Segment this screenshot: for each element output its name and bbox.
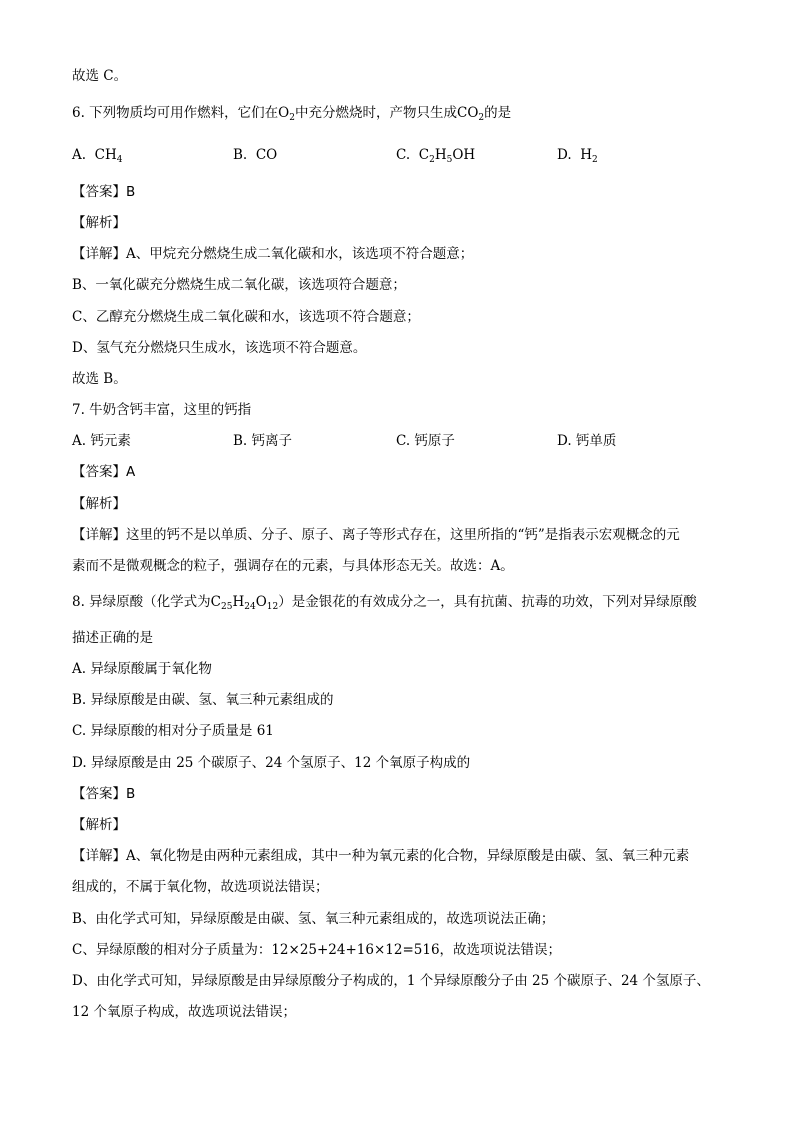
q8-option-c: C. 异绿原酸的相对分子质量是 61 xyxy=(72,723,274,739)
q7-option-c: C. 钙原子 xyxy=(396,433,455,449)
formula-co2: $CO_2$ xyxy=(456,105,485,123)
q6-text-suffix: 的是 xyxy=(484,105,512,121)
question-7-stem: 7. 牛奶含钙丰富，这里的钙指 xyxy=(72,402,252,418)
q6-answer: 【答案】B xyxy=(72,184,136,200)
q8-analysis-heading: 【解析】 xyxy=(72,817,126,833)
q8-option-b: B. 异绿原酸是由碳、氢、氧三种元素组成的 xyxy=(72,692,334,708)
question-6-stem xyxy=(72,103,511,123)
q6-analysis-heading: 【解析】 xyxy=(72,215,126,231)
q8-detail-1: 【详解】A、氧化物是由两种元素组成，其中一种为氧元素的化合物，异绿原酸是由碳、氢、氧三种元素 xyxy=(72,848,690,864)
formula-c25h24o12: $C_{25}H_{24}O_{12}$ xyxy=(210,594,279,612)
q7-analysis-heading: 【解析】 xyxy=(72,496,126,512)
conclusion-line-prev: 故选 C。 xyxy=(72,68,128,84)
q8-option-a: A. 异绿原酸属于氧化物 xyxy=(72,661,212,677)
q7-detail-2: 素而不是微观概念的粒子，强调存在的元素，与具体形态无关。故选：A。 xyxy=(72,558,514,574)
q8-detail-5: D、由化学式可知，异绿原酸是由异绿原酸分子构成的，1 个异绿原酸分子由 25 个碳原子、24 个氢原子、 xyxy=(72,973,710,989)
q8-detail-6: 12 个氧原子构成，故选项说法错误； xyxy=(72,1004,296,1020)
q6-detail-4: D、氢气充分燃烧只生成水，该选项不符合题意。 xyxy=(72,340,367,356)
q7-answer: 【答案】A xyxy=(72,464,136,480)
q7-option-d: D. 钙单质 xyxy=(557,433,617,449)
q8-detail-2: 组成的，不属于氧化物，故选项说法错误； xyxy=(72,879,329,895)
formula-o2: $O_2$ xyxy=(278,105,295,123)
q6-option-c: C. $C_2H_5OH$ xyxy=(396,147,476,165)
q6-text-mid: 中充分燃烧时，产物只生成 xyxy=(294,105,457,121)
q6-text-prefix: 6. 下列物质均可用作燃料，它们在 xyxy=(72,105,279,121)
q6-option-a: A. $CH_4$ xyxy=(72,147,123,165)
q7-option-a: A. 钙元素 xyxy=(72,433,131,449)
q6-option-b: B. CO xyxy=(233,147,278,163)
q8-answer: 【答案】B xyxy=(72,786,136,802)
q6-detail-3: C、乙醇充分燃烧生成二氧化碳和水，该选项不符合题意； xyxy=(72,309,420,325)
q8-detail-3: B、由化学式可知，异绿原酸是由碳、氢、氧三种元素组成的，故选项说法正确； xyxy=(72,911,555,927)
question-8-stem-line2: 描述正确的是 xyxy=(72,630,153,646)
q8-option-d: D. 异绿原酸是由 25 个碳原子、24 个氢原子、12 个氧原子构成的 xyxy=(72,755,471,771)
q6-conclusion: 故选 B。 xyxy=(72,371,127,387)
q6-detail-1: 【详解】A、甲烷充分燃烧生成二氧化碳和水，该选项不符合题意； xyxy=(72,246,474,262)
q7-detail-1: 【详解】这里的钙不是以单质、分子、原子、离子等形式存在，这里所指的“钙”是指表示宏观概念的元 xyxy=(72,527,680,543)
q8-detail-4: C、异绿原酸的相对分子质量为：12×25+24+16×12=516，故选项说法错误； xyxy=(72,942,562,958)
question-8-stem: 8. 异绿原酸（化学式为$C_{25}H_{24}O_{12}$）是金银花的有效成分之一，具有抗菌、抗毒的功效，下列对异绿原酸 xyxy=(72,594,697,612)
q6-detail-2: B、一氧化碳充分燃烧生成二氧化碳，该选项符合题意； xyxy=(72,277,406,293)
q7-option-b: B. 钙离子 xyxy=(233,433,293,449)
q6-option-d: D. $H_2$ xyxy=(557,147,598,165)
